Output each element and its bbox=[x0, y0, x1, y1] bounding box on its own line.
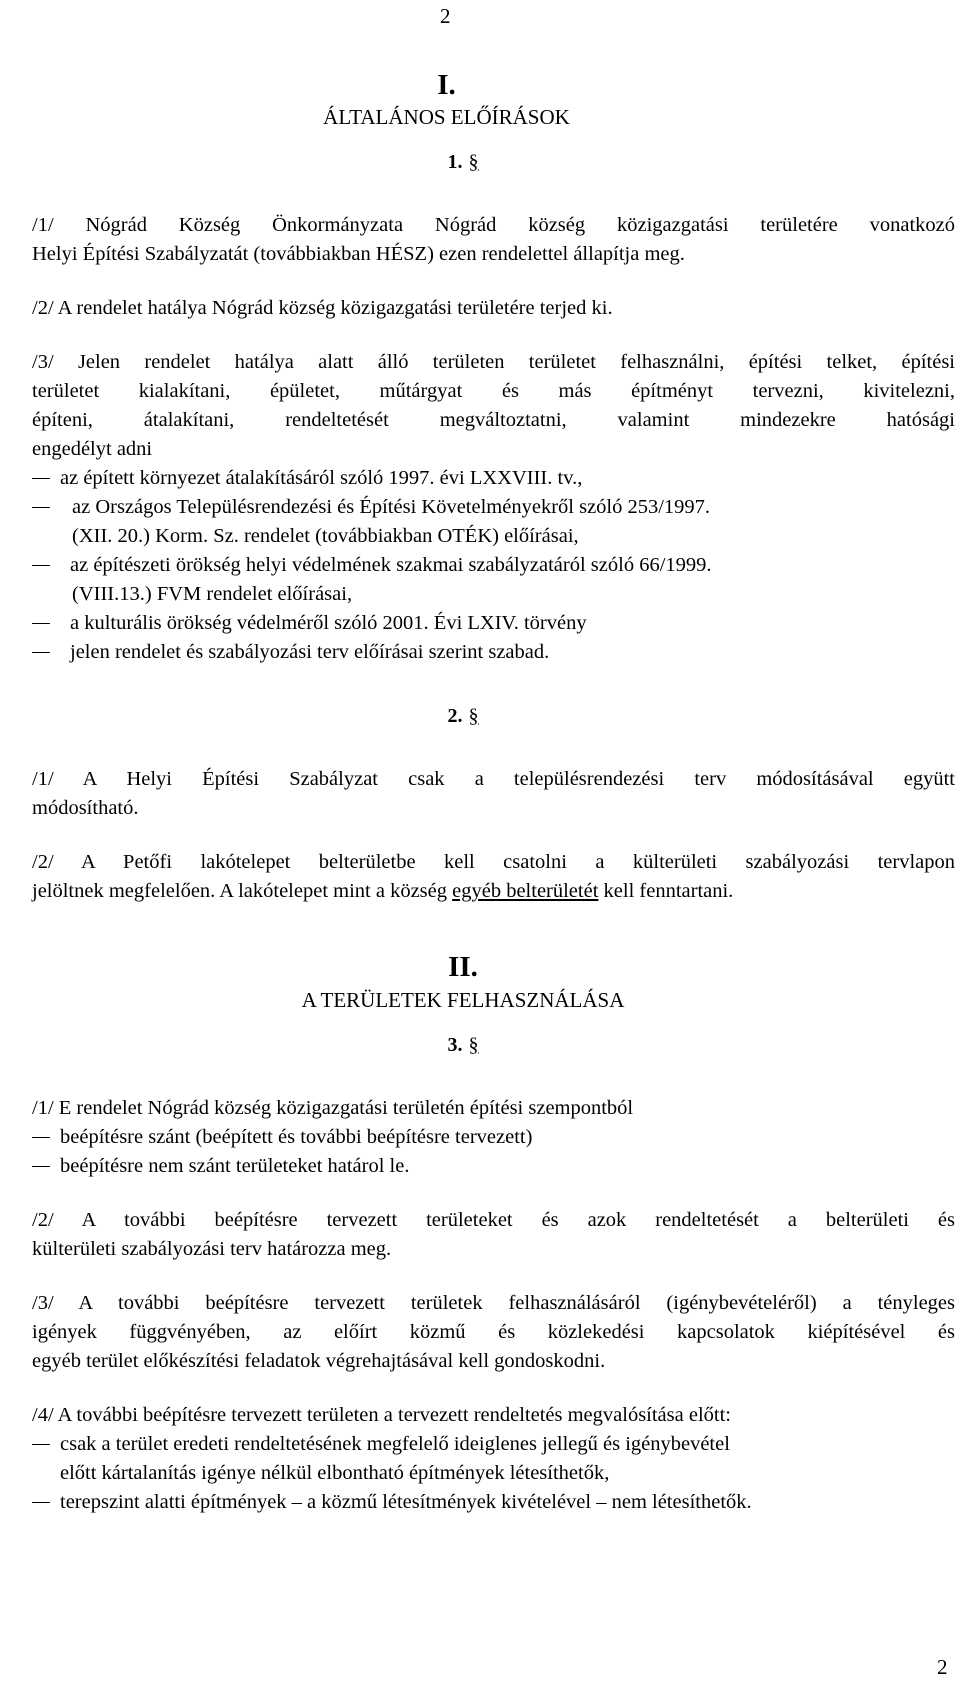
part-roman-numeral: I. bbox=[437, 69, 456, 101]
underlined-term: egyéb belterületét bbox=[452, 880, 599, 902]
dash-bullet bbox=[32, 652, 50, 653]
paragraph-line: Helyi Építési Szabályzatát (továbbiakban HÉSZ) ezen rendelettel állapítja meg. bbox=[32, 243, 685, 265]
paragraph-line: /1/ A Helyi Építési Szabályzat csak a településrendezési terv módosításával együtt bbox=[32, 768, 955, 790]
dash-bullet bbox=[32, 507, 50, 508]
page-number-top: 2 bbox=[440, 4, 451, 28]
paragraph-line: /1/ E rendelet Nógrád község közigazgatási területén építési szempontból bbox=[32, 1097, 634, 1119]
list-item bbox=[32, 464, 582, 493]
dash-bullet bbox=[32, 478, 50, 479]
dash-bullet bbox=[32, 1502, 50, 1503]
list-item-text: az épített környezet átalakításáról szóló 1997. évi LXXVIII. tv., bbox=[60, 467, 583, 489]
part-heading: A TERÜLETEK FELHASZNÁLÁSA bbox=[301, 988, 625, 1012]
list-item bbox=[32, 1123, 532, 1152]
list-item-text: jelen rendelet és szabályozási terv előírásai szerint szabad. bbox=[70, 641, 550, 663]
paragraph-line: /3/ Jelen rendelet hatálya alatt álló területen területet felhasználni, építési telket, építési bbox=[32, 351, 955, 373]
list-item-text: beépítésre szánt (beépített és további beépítésre tervezett) bbox=[60, 1126, 533, 1148]
list-item bbox=[32, 1152, 409, 1181]
list-item bbox=[32, 609, 587, 638]
list-item-text: az építészeti örökség helyi védelmének szakmai szabályzatáról szóló 66/1999. bbox=[70, 554, 712, 576]
paragraph-sign: § bbox=[468, 151, 479, 173]
list-item-text: beépítésre nem szánt területeket határol le. bbox=[60, 1155, 410, 1177]
paragraph-line: területet kialakítani, épületet, műtárgyat és más építményt tervezni, kivitelezni, bbox=[32, 380, 955, 402]
paragraph-line: egyéb terület előkészítési feladatok végrehajtásával kell gondoskodni. bbox=[32, 1350, 606, 1372]
list-item-text: csak a terület eredeti rendeltetésének megfelelő ideiglenes jellegű és igénybevétel bbox=[60, 1433, 730, 1455]
paragraph-sign: § bbox=[468, 1034, 479, 1056]
list-item bbox=[32, 638, 549, 667]
paragraph-line: /2/ A Petőfi lakótelepet belterületbe kell csatolni a külterületi szabályozási tervlapon bbox=[32, 851, 955, 873]
list-item-continuation: (VIII.13.) FVM rendelet előírásai, bbox=[72, 583, 353, 605]
part-heading: ÁLTALÁNOS ELŐÍRÁSOK bbox=[323, 105, 570, 129]
list-item bbox=[32, 493, 710, 522]
list-item bbox=[32, 1430, 730, 1459]
dash-bullet bbox=[32, 1137, 50, 1138]
part-roman-numeral: II. bbox=[448, 951, 478, 983]
paragraph-line bbox=[32, 877, 733, 906]
section-2-heading bbox=[30, 702, 896, 731]
dash-bullet bbox=[32, 623, 50, 624]
text-segment: jelöltnek megfelelően. A lakótelepet mint a község bbox=[32, 880, 453, 902]
page-number-bottom: 2 bbox=[937, 1655, 948, 1679]
list-item bbox=[32, 551, 712, 580]
section-number: 1. bbox=[447, 151, 463, 173]
section-number: 3. bbox=[447, 1034, 463, 1056]
dash-bullet bbox=[32, 1444, 50, 1445]
list-item-continuation: (XII. 20.) Korm. Sz. rendelet (továbbiakban OTÉK) előírásai, bbox=[72, 525, 579, 547]
paragraph-line: /3/ A további beépítésre tervezett területek felhasználásáról (igénybevételéről) a tényleges bbox=[32, 1292, 955, 1314]
list-item-text: az Országos Településrendezési és Építési Követelményekről szóló 253/1997. bbox=[72, 496, 711, 518]
paragraph-line: építeni, átalakítani, rendeltetését megváltoztatni, valamint mindezekre hatósági bbox=[32, 409, 955, 431]
list-item-text: a kulturális örökség védelméről szóló 2001. Évi LXIV. törvény bbox=[70, 612, 587, 634]
text-segment: kell fenntartani. bbox=[598, 880, 734, 902]
paragraph-line: külterületi szabályozási terv határozza meg. bbox=[32, 1238, 392, 1260]
paragraph-line: /2/ A rendelet hatálya Nógrád község közigazgatási területére terjed ki. bbox=[32, 297, 613, 319]
dash-bullet bbox=[32, 1166, 50, 1167]
section-3-heading bbox=[30, 1031, 896, 1060]
paragraph-line: módosítható. bbox=[32, 797, 139, 819]
paragraph-line: /2/ A további beépítésre tervezett területeket és azok rendeltetését a belterületi és bbox=[32, 1209, 955, 1231]
dash-bullet bbox=[32, 565, 50, 566]
paragraph-line: /4/ A további beépítésre tervezett területen a tervezett rendeltetés megvalósítása előtt: bbox=[32, 1404, 731, 1426]
list-item-text: terepszint alatti építmények – a közmű létesítmények kivételével – nem létesíthetők. bbox=[60, 1491, 752, 1513]
paragraph-line: /1/ Nógrád Község Önkormányzata Nógrád község közigazgatási területére vonatkozó bbox=[32, 214, 955, 236]
list-item bbox=[32, 1488, 752, 1517]
paragraph-line: igények függvényében, az előírt közmű és közlekedési kapcsolatok kiépítésével és bbox=[32, 1321, 955, 1343]
section-number: 2. bbox=[447, 705, 463, 727]
section-1-heading bbox=[30, 148, 896, 177]
paragraph-line: engedélyt adni bbox=[32, 438, 153, 460]
paragraph-sign: § bbox=[468, 705, 479, 727]
list-item-continuation: előtt kártalanítás igénye nélkül elbontható építmények létesíthetők, bbox=[60, 1462, 610, 1484]
